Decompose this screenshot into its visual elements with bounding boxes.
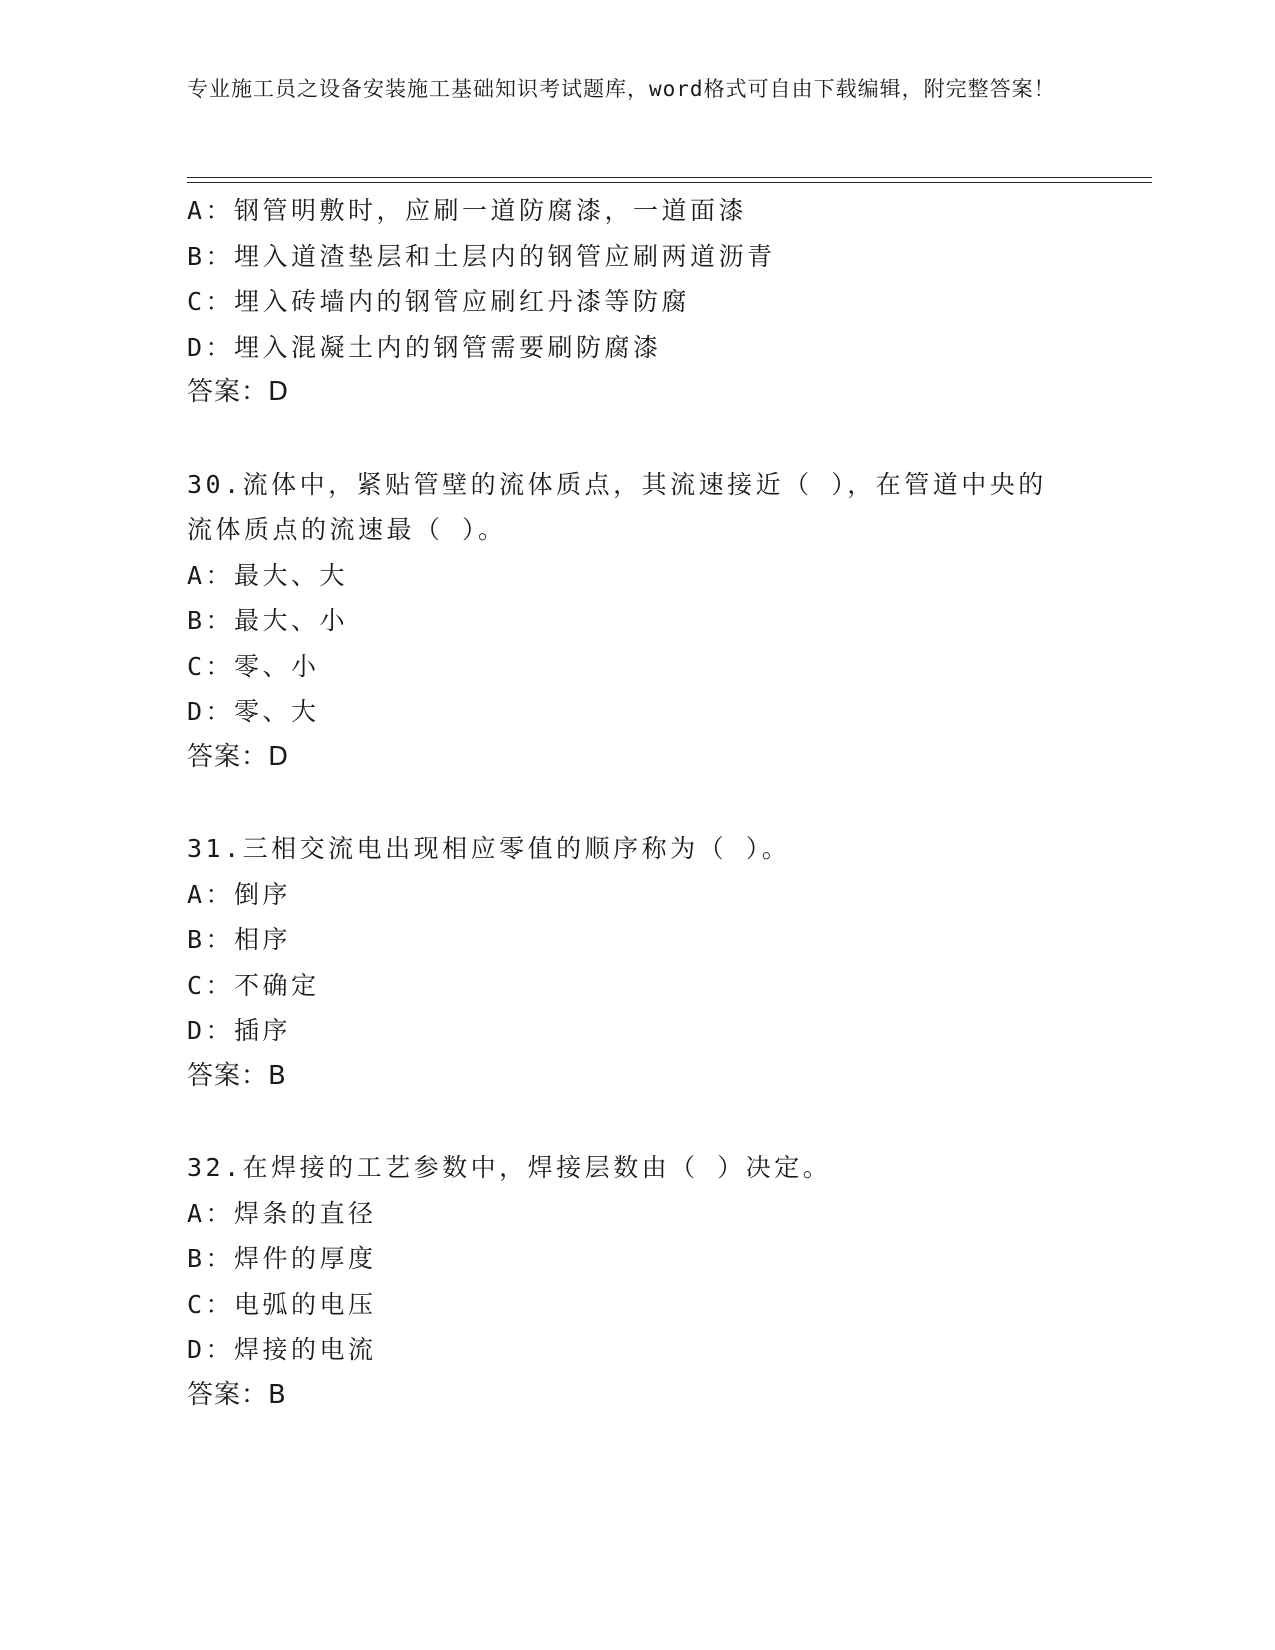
option-c: C：不确定 bbox=[187, 970, 320, 1000]
document-header bbox=[187, 72, 1067, 106]
option-b: B：相序 bbox=[187, 925, 292, 954]
header-divider-top bbox=[187, 177, 1152, 178]
option-c: C：埋入砖墙内的钢管应刷红丹漆等防腐 bbox=[187, 287, 691, 316]
header-divider-bottom bbox=[187, 182, 1152, 183]
answer: 答案：B bbox=[187, 1379, 287, 1410]
question-text: 32.在焊接的工艺参数中，焊接层数由（ ）决定。 bbox=[187, 1153, 832, 1182]
question-text: 31.三相交流电出现相应零值的顺序称为（ ）。 bbox=[187, 834, 791, 863]
header-text: 专业施工员之设备安装施工基础知识考试题库，word格式可自由下载编辑，附完整答案！ bbox=[187, 77, 1056, 101]
option-a: A：最大、大 bbox=[187, 560, 349, 590]
option-d: D：零、大 bbox=[187, 697, 320, 726]
option-a: A：钢管明敷时，应刷一道防腐漆，一道面漆 bbox=[187, 196, 748, 225]
question-32 bbox=[187, 1145, 1087, 1418]
question-text: 30.流体中，紧贴管壁的流体质点，其流速接近（ ），在管道中央的流体质点的流速最（ ）。 bbox=[187, 469, 1047, 544]
question-31 bbox=[187, 826, 1087, 1099]
question-list bbox=[187, 188, 1087, 1418]
question-29-partial bbox=[187, 188, 1087, 416]
option-a: A：焊条的直径 bbox=[187, 1198, 377, 1228]
option-a: A：倒序 bbox=[187, 879, 292, 909]
option-d: D：埋入混凝土内的钢管需要刷防腐漆 bbox=[187, 332, 662, 362]
question-30 bbox=[187, 462, 1087, 781]
option-b: B：最大、小 bbox=[187, 606, 349, 635]
option-c: C：零、小 bbox=[187, 651, 320, 681]
option-b: B：埋入道渣垫层和土层内的钢管应刷两道沥青 bbox=[187, 241, 776, 271]
answer: 答案：D bbox=[187, 741, 290, 772]
option-d: D：插序 bbox=[187, 1016, 292, 1045]
option-d: D：焊接的电流 bbox=[187, 1335, 377, 1364]
option-b: B：焊件的厚度 bbox=[187, 1244, 377, 1273]
answer: 答案：D bbox=[187, 377, 290, 407]
answer: 答案：B bbox=[187, 1060, 287, 1091]
option-c: C：电弧的电压 bbox=[187, 1289, 377, 1319]
